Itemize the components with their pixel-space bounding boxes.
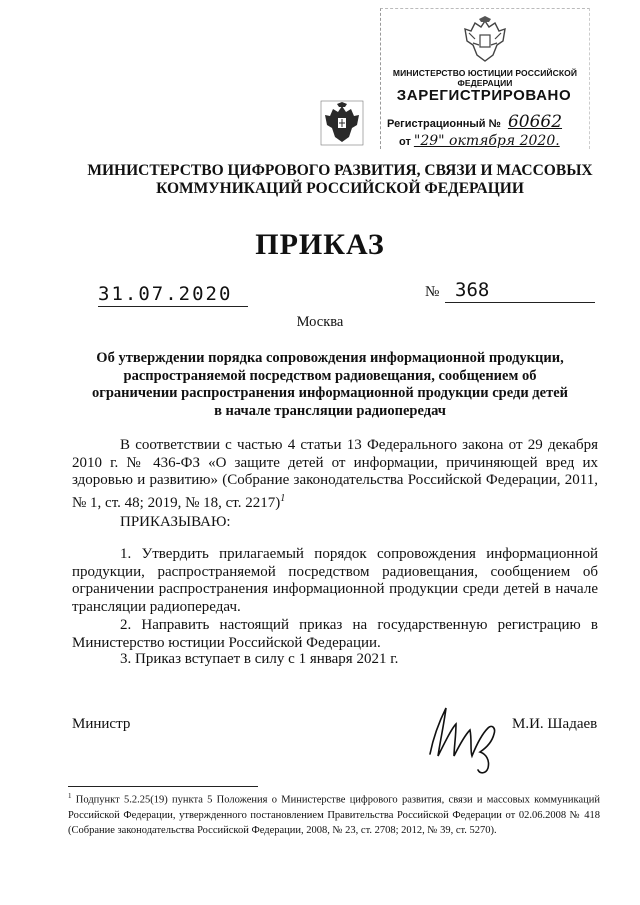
footnote-mark: 1 (68, 792, 72, 800)
order-item-1: 1. Утвердить прилагаемый порядок сопровождения информационной продукции, распространяемой посредством радиовещания, сообщением об ограничении распространения информационной продукции среди детей в начале трансляции радиопередач. (72, 546, 598, 615)
stamp-ministry: МИНИСТЕРСТВО ЮСТИЦИИ РОССИЙСКОЙ ФЕДЕРАЦИИ (392, 68, 578, 88)
ministry-line-2: КОММУНИКАЦИЙ РОССИЙСКОЙ ФЕДЕРАЦИИ (156, 180, 524, 197)
document-title: Об утверждении порядка сопровождения информационной продукции, распространяемой посредством радиовещания, сообщением об ограничении распространения информационной продукции среди детей в начале трансляции радиопередач (92, 350, 568, 419)
order-number-field (445, 278, 595, 303)
ministry-line-1: МИНИСТЕРСТВО ЦИФРОВОГО РАЗВИТИЯ, СВЯЗИ И МАССОВЫХ (87, 162, 593, 179)
stamp-date-value: "29" октября 2020. (413, 133, 560, 149)
signatory-position: Министр (72, 716, 131, 732)
footnote (68, 789, 600, 838)
footnote-reference: 1 (280, 492, 286, 504)
stamp-reg-label: Регистрационный № (387, 118, 501, 130)
registration-stamp (380, 8, 590, 149)
order-date: 31.07.2020 (98, 283, 233, 305)
coat-of-arms-icon (320, 100, 364, 146)
stamp-registration-number (387, 112, 587, 132)
ministry-heading (80, 162, 600, 198)
order-date-field (98, 282, 248, 307)
footnote-divider (68, 786, 258, 787)
document-type: ПРИКАЗ (255, 228, 385, 261)
intro-paragraph (72, 437, 598, 512)
handwritten-signature (416, 694, 512, 778)
stamp-status: ЗАРЕГИСТРИРОВАНО (396, 87, 572, 104)
order-number: 368 (455, 279, 490, 301)
footnote-text: Подпункт 5.2.25(19) пункта 5 Положения о Министерстве цифрового развития, связи и массовых коммуникаций Российской Федерации, утвержденного постановлением Правительства Российской Федерации от 02.06.2008 № 418 (Собрание законодательства Российской Федерации, 2008, № 23, ст. 2708; 2012, № 39, ст. 5270). (68, 794, 600, 836)
stamp-date (399, 133, 589, 149)
order-item-2: 2. Направить настоящий приказ на государственную регистрацию в Министерство юстиции Российской Федерации. (72, 617, 598, 651)
stamp-date-label: от (399, 136, 411, 148)
signatory-name: М.И. Шадаев (512, 716, 598, 732)
order-item-3: 3. Приказ вступает в силу с 1 января 2021 г. (120, 651, 399, 667)
order-word: ПРИКАЗЫВАЮ: (120, 514, 231, 530)
stamp-reg-number: 60662 (507, 112, 563, 132)
city: Москва (296, 314, 344, 330)
number-label: № (425, 284, 440, 300)
intro-text: В соответствии с частью 4 статьи 13 Федерального закона от 29 декабря 2010 г. № 436-ФЗ «О защите детей от информации, причиняющей вред их здоровью и развитию» (Собрание законодательства Российской Федерации, 2011, № 1, ст. 48; 2019, № 18, ст. 2217) (72, 437, 598, 511)
coat-of-arms-icon (459, 15, 511, 65)
